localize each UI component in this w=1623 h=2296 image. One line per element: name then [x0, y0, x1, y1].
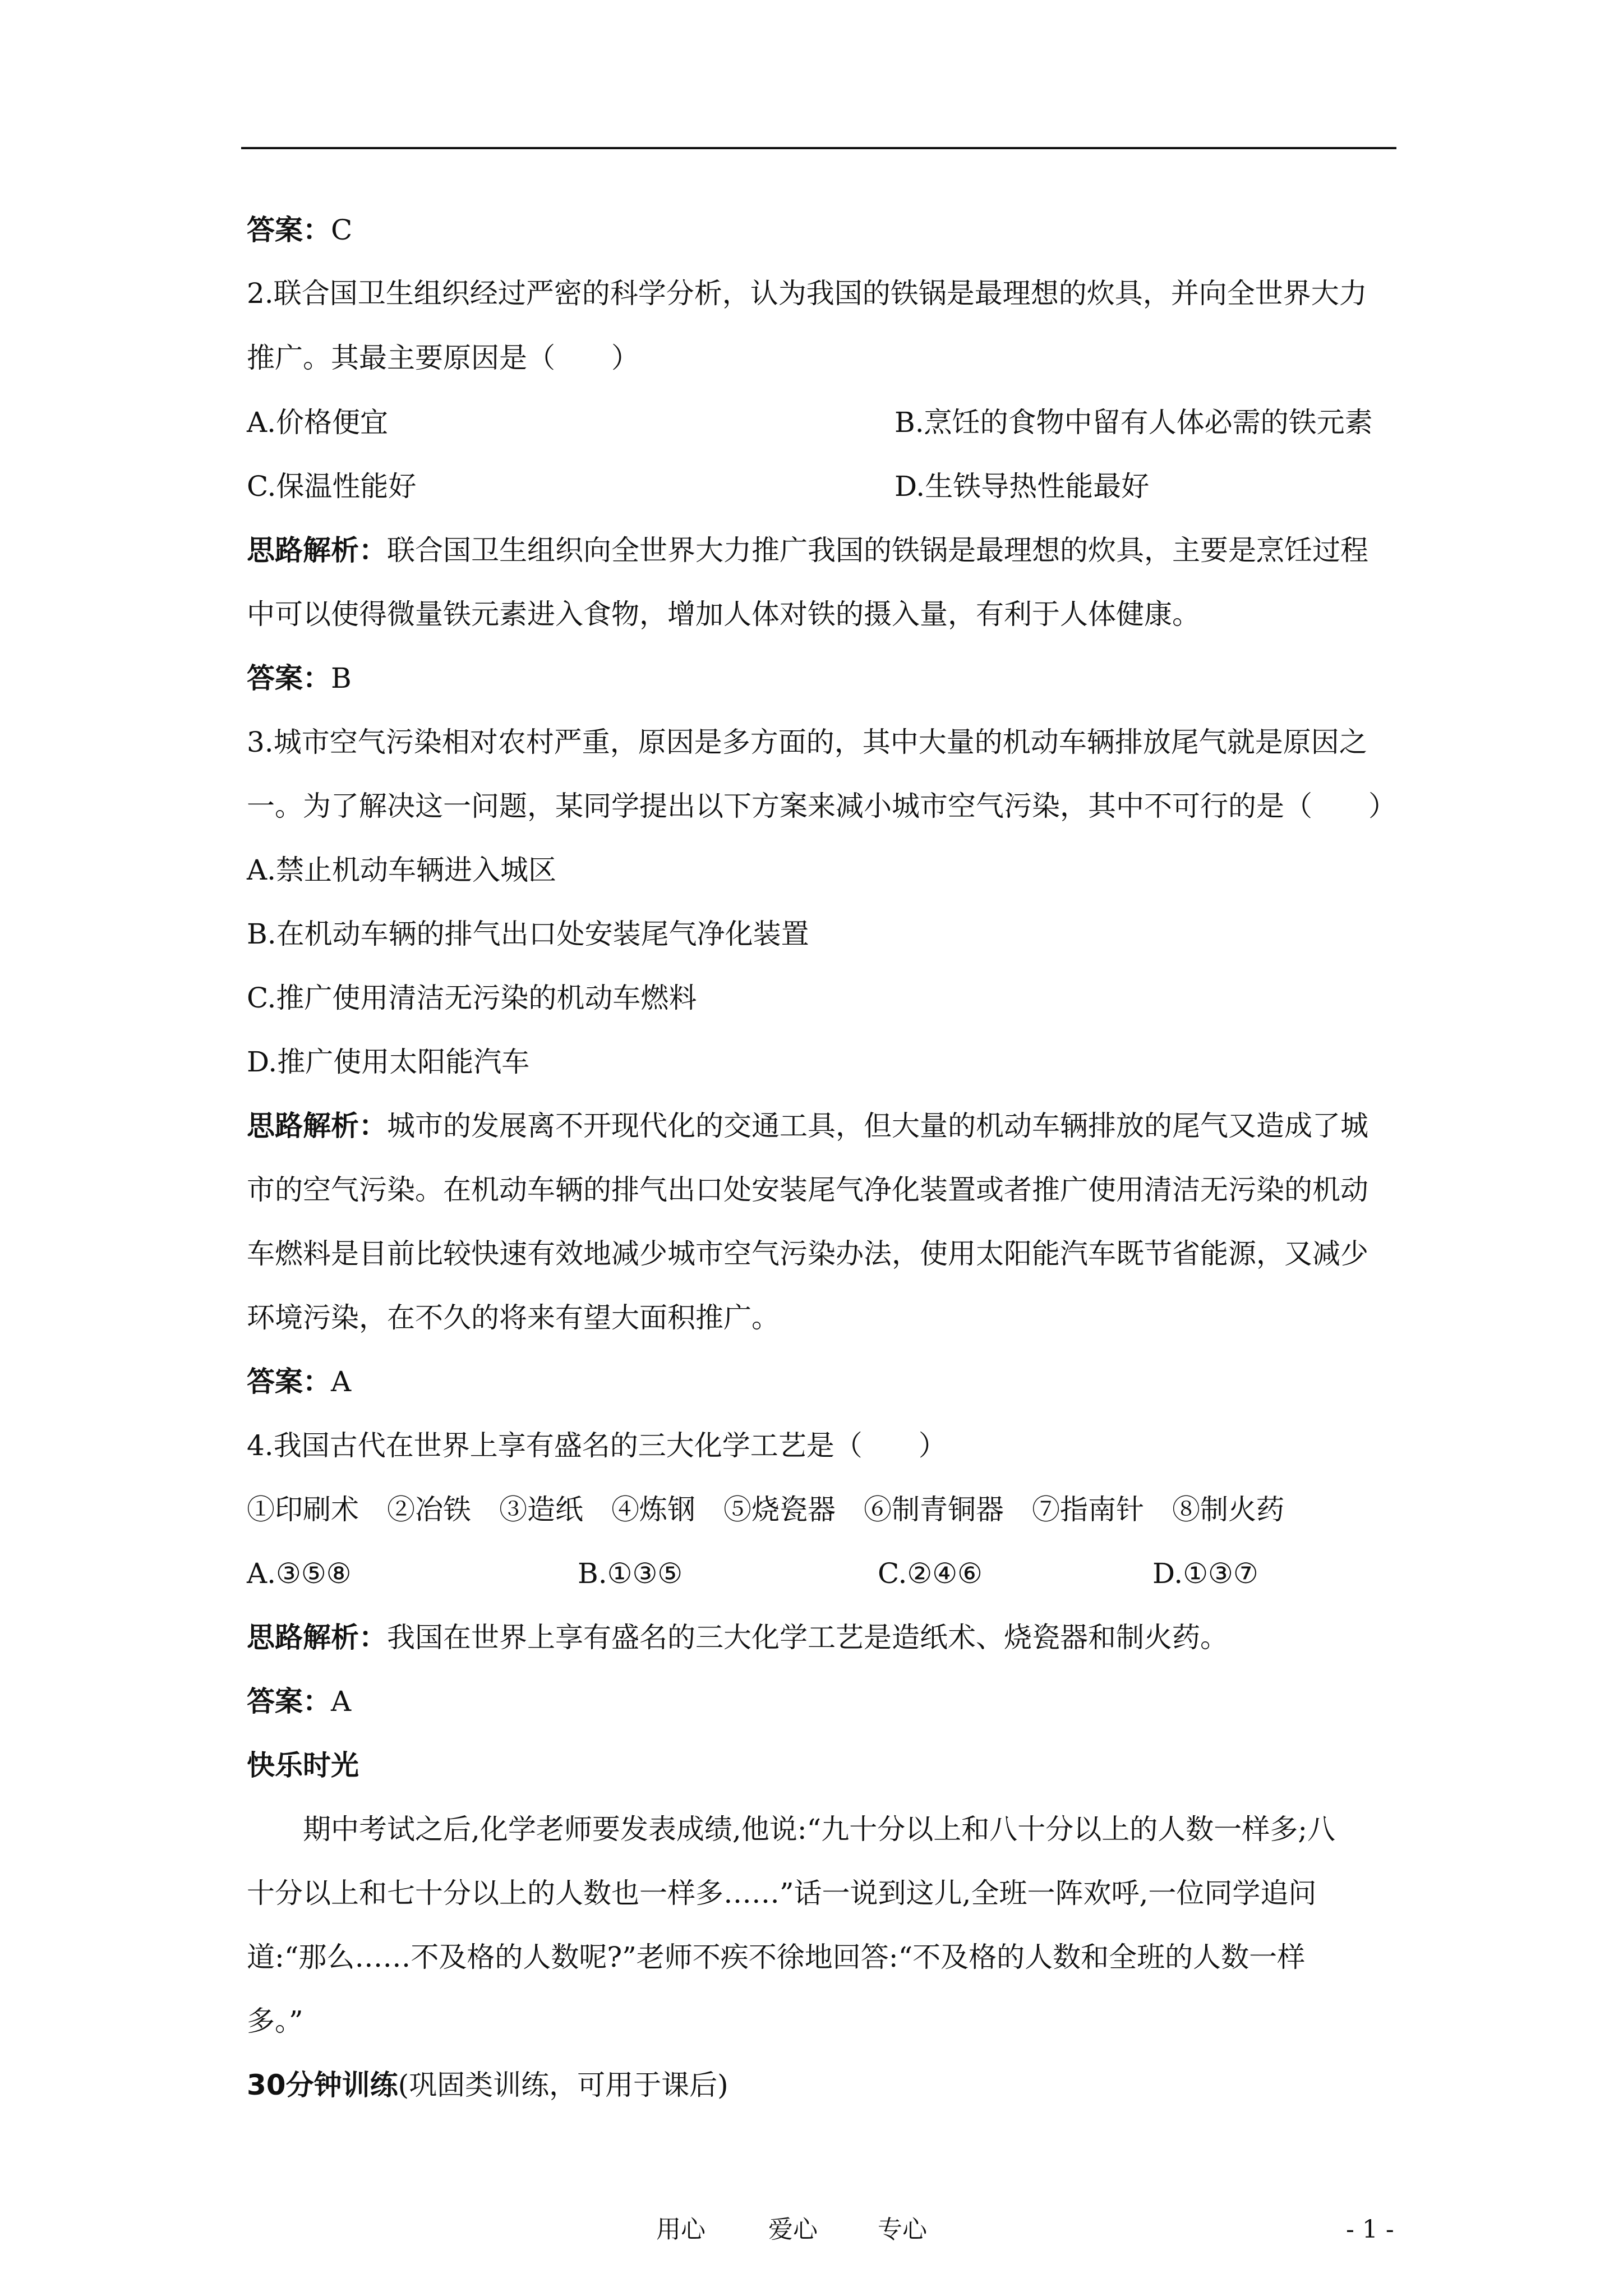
q2-text-line2: 推广。其最主要原因是（ ） — [247, 342, 639, 374]
q4-items: ①印刷术 ②冶铁 ③造纸 ④炼钢 ⑤烧瓷器 ⑥制青铜器 ⑦指南针 ⑧制火药 — [247, 1493, 1284, 1526]
q4-option-b: B.①③⑤ — [578, 1557, 683, 1590]
q3-option-b: B.在机动车辆的排气出口处安装尾气净化装置 — [247, 918, 809, 950]
q3-hint-line1: 思路解析：城市的发展离不开现代化的交通工具，但大量的机动车辆排放的尾气又造成了城 — [247, 1110, 1368, 1142]
q3-option-a: A.禁止机动车辆进入城区 — [247, 854, 557, 886]
q4-text-line1: 4.我国古代在世界上享有盛名的三大化学工艺是（ ） — [247, 1429, 947, 1462]
q1-answer: 答案：C — [247, 214, 353, 246]
q4-answer: 答案：A — [247, 1685, 352, 1718]
happy-time-line1: 期中考试之后,化学老师要发表成绩,他说:“九十分以上和八十分以上的人数一样多;八 — [303, 1813, 1336, 1846]
q2-hint-line2: 中可以使得微量铁元素进入食物，增加人体对铁的摄入量，有利于人体健康。 — [247, 598, 1200, 631]
happy-time-line4: 多。” — [247, 2005, 303, 2037]
q2-option-c: C.保温性能好 — [247, 470, 417, 503]
footer-word-2: 爱心 — [768, 2215, 818, 2244]
happy-time-line2: 十分以上和七十分以上的人数也一样多……”话一说到这儿,全班一阵欢呼,一位同学追问 — [247, 1877, 1317, 1910]
q2-hint-line1: 思路解析：联合国卫生组织向全世界大力推广我国的铁锅是最理想的炊具，主要是烹饪过程 — [247, 534, 1368, 567]
footer-word-3: 专心 — [878, 2215, 927, 2244]
q2-answer: 答案：B — [247, 662, 352, 694]
q3-option-d: D.推广使用太阳能汽车 — [247, 1046, 530, 1078]
q3-answer: 答案：A — [247, 1365, 352, 1398]
q2-text-line1: 2.联合国卫生组织经过严密的科学分析，认为我国的铁锅是最理想的炊具，并向全世界大力 — [247, 277, 1367, 310]
q3-text-line2: 一。为了解决这一问题，某同学提出以下方案来减小城市空气污染，其中不可行的是（ ） — [247, 790, 1396, 822]
q3-hint-line4: 环境污染，在不久的将来有望大面积推广。 — [247, 1301, 780, 1334]
q4-option-a: A.③⑤⑧ — [247, 1557, 352, 1590]
happy-time-line3: 道:“那么……不及格的人数呢?”老师不疾不徐地回答:“不及格的人数和全班的人数一样 — [247, 1941, 1306, 1973]
q3-text-line1: 3.城市空气污染相对农村严重，原因是多方面的，其中大量的机动车辆排放尾气就是原因之 — [247, 726, 1367, 758]
q4-hint: 思路解析：我国在世界上享有盛名的三大化学工艺是造纸术、烧瓷器和制火药。 — [247, 1621, 1228, 1654]
happy-time-heading: 快乐时光 — [247, 1749, 359, 1782]
q4-option-c: C.②④⑥ — [878, 1557, 983, 1590]
header-rule — [241, 147, 1396, 149]
training-heading: 30分钟训练(巩固类训练，可用于课后) — [247, 2069, 728, 2101]
q4-option-d: D.①③⑦ — [1152, 1557, 1258, 1590]
q3-hint-line2: 市的空气污染。在机动车辆的排气出口处安装尾气净化装置或者推广使用清洁无污染的机动 — [247, 1174, 1368, 1206]
q2-option-d: D.生铁导热性能最好 — [895, 470, 1150, 503]
q2-option-b: B.烹饪的食物中留有人体必需的铁元素 — [895, 406, 1373, 439]
q3-hint-line3: 车燃料是目前比较快速有效地减少城市空气污染办法，使用太阳能汽车既节省能源，又减少 — [247, 1237, 1368, 1270]
q2-option-a: A.价格便宜 — [247, 406, 389, 439]
footer-word-1: 用心 — [656, 2215, 706, 2244]
q3-option-c: C.推广使用清洁无污染的机动车燃料 — [247, 982, 697, 1014]
page-number: - 1 - — [1346, 2215, 1394, 2244]
